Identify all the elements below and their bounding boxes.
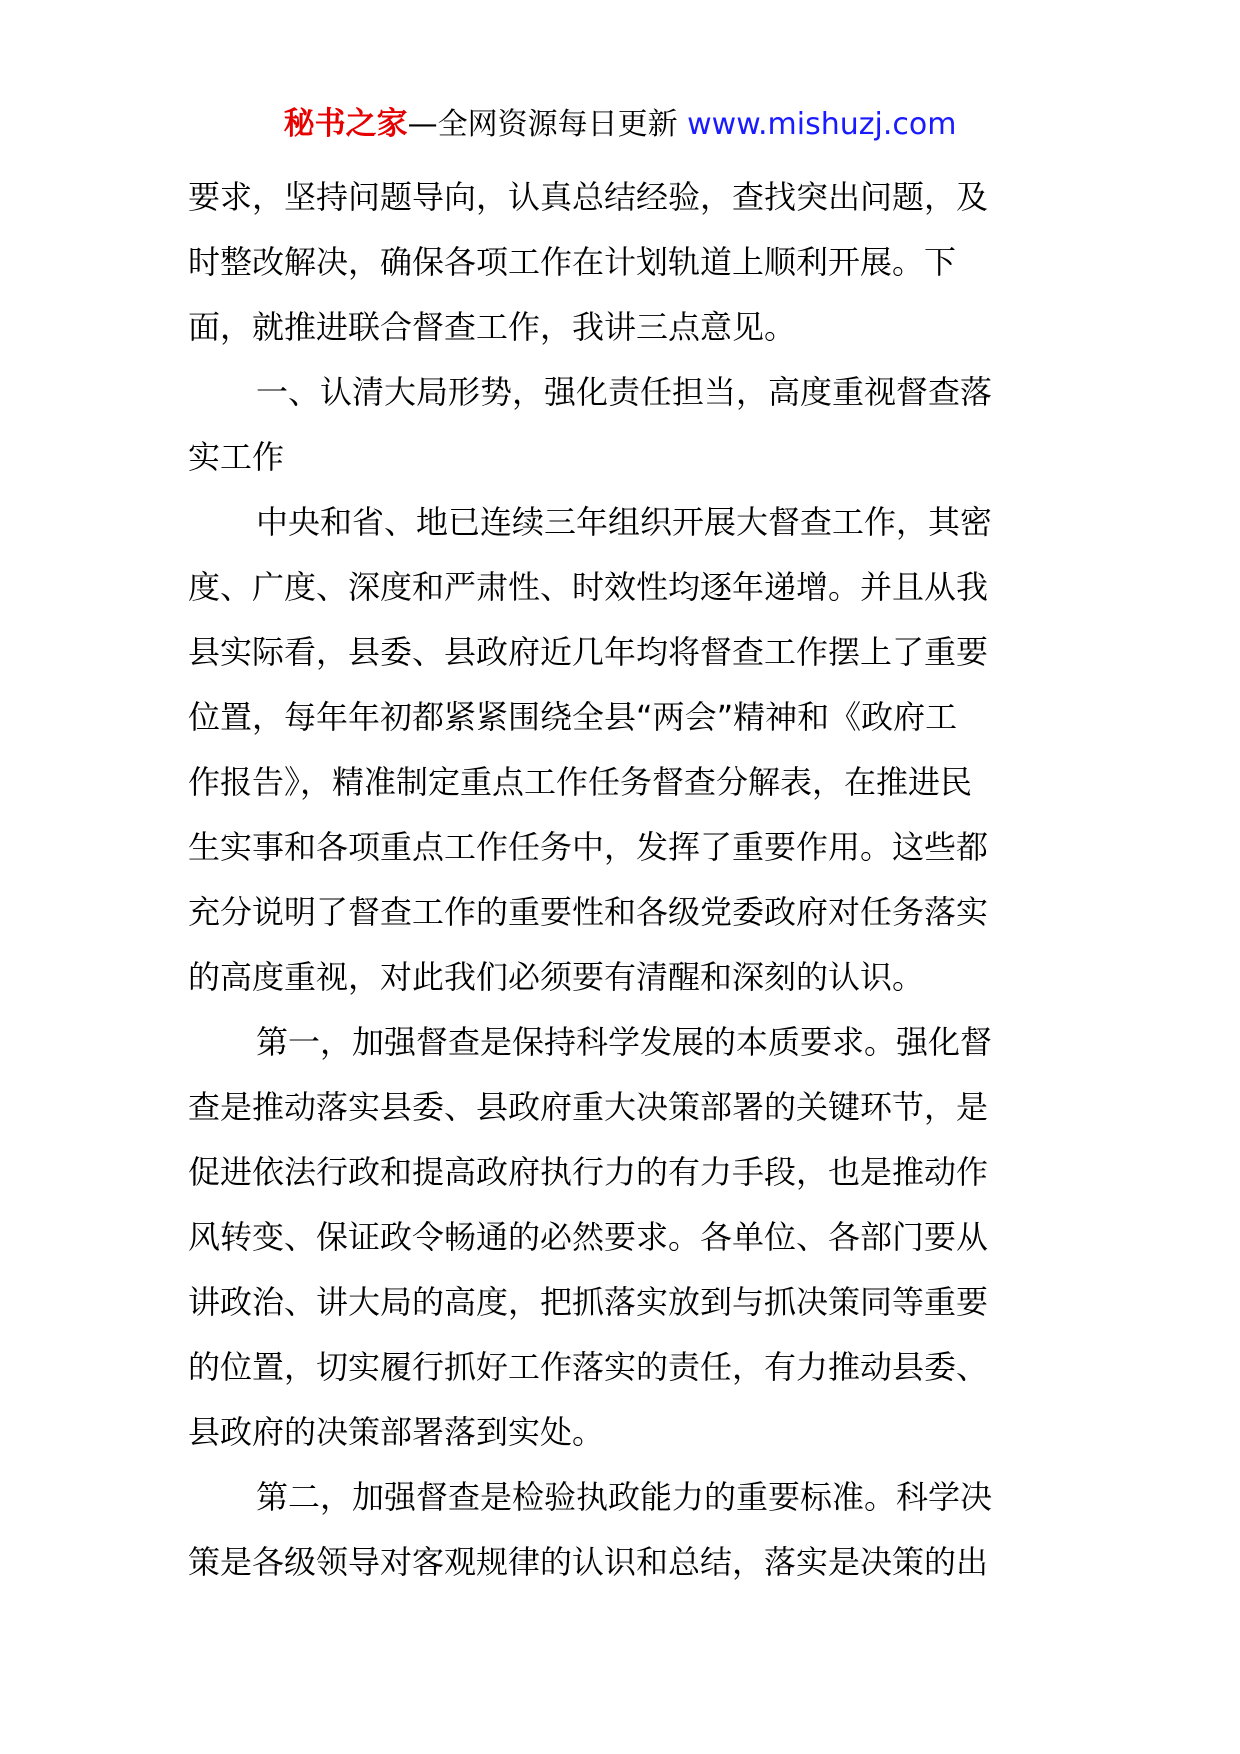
text-line: 县实际看，县委、县政府近几年均将督查工作摆上了重要 [188, 633, 989, 671]
text-line: 第一，加强督查是保持科学发展的本质要求。强化督 [256, 1023, 993, 1061]
text-line: 面，就推进联合督查工作，我讲三点意见。 [188, 308, 797, 346]
text-line: 度、广度、深度和严肃性、时效性均逐年递增。并且从我 [188, 568, 989, 606]
text-line: 中央和省、地已连续三年组织开展大督查工作，其密 [256, 503, 993, 541]
text-line: 生实事和各项重点工作任务中，发挥了重要作用。这些都 [188, 828, 989, 866]
paragraph-point-1 [188, 1010, 1054, 1465]
text-line: 县政府的决策部署落到实处。 [188, 1413, 605, 1451]
text-line: 策是各级领导对客观规律的认识和总结，落实是决策的出 [188, 1543, 989, 1581]
site-brand: 秘书之家 [283, 106, 408, 142]
paragraph-background [188, 490, 1054, 1010]
paragraph-intro-continuation [188, 165, 1054, 360]
text-line: 时整改解决，确保各项工作在计划轨道上顺利开展。下 [188, 243, 957, 281]
text-line: 的高度重视，对此我们必须要有清醒和深刻的认识。 [188, 958, 925, 996]
paragraph-point-2 [188, 1465, 1054, 1595]
text-line: 风转变、保证政令畅通的必然要求。各单位、各部门要从 [188, 1218, 989, 1256]
text-line: 一、认清大局形势，强化责任担当，高度重视督查落 [256, 373, 993, 411]
text-line: 的位置，切实履行抓好工作落实的责任，有力推动县委、 [188, 1348, 989, 1386]
text-line: 位置，每年年初都紧紧围绕全县“两会”精神和《政府工 [188, 698, 958, 736]
text-line: 促进依法行政和提高政府执行力的有力手段，也是推动作 [188, 1153, 989, 1191]
text-line: 讲政治、讲大局的高度，把抓落实放到与抓决策同等重要 [188, 1283, 989, 1321]
text-line: 第二，加强督查是检验执政能力的重要标准。科学决 [256, 1478, 993, 1516]
site-url-link[interactable]: www.mishuzj.com [687, 107, 957, 142]
site-header [0, 100, 1240, 149]
text-line: 要求，坚持问题导向，认真总结经验，查找突出问题，及 [188, 178, 989, 216]
text-line: 查是推动落实县委、县政府重大决策部署的关键环节，是 [188, 1088, 989, 1126]
text-line: 作报告》，精准制定重点工作任务督查分解表，在推进民 [188, 763, 973, 801]
text-line: 实工作 [188, 438, 285, 476]
site-slogan: —全网资源每日更新 [407, 107, 678, 142]
document-body [188, 165, 1054, 1595]
section-heading-1 [188, 360, 1054, 490]
text-line: 充分说明了督查工作的重要性和各级党委政府对任务落实 [188, 893, 989, 931]
